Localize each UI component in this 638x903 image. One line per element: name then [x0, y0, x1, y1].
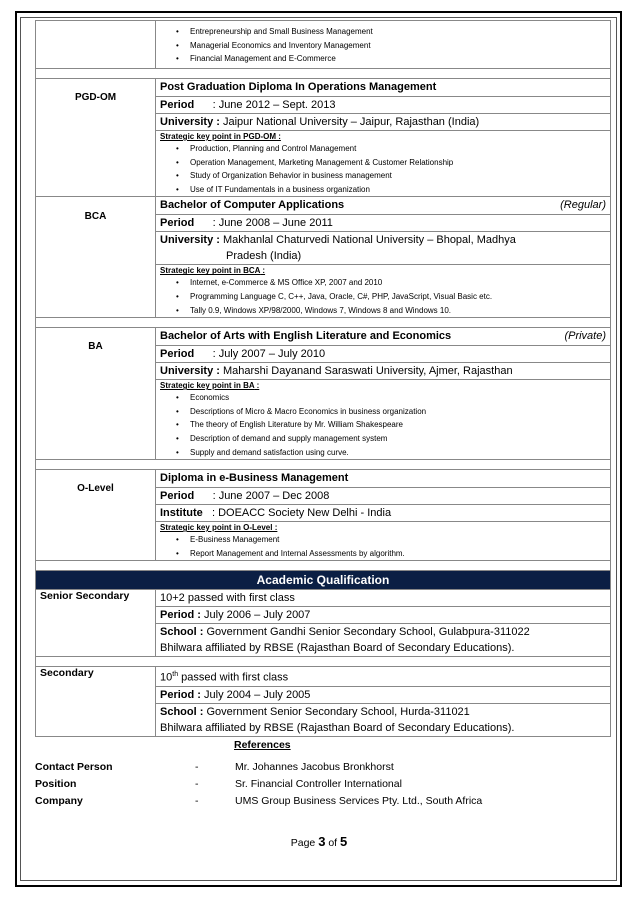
bca-period: Period : June 2008 – June 2011 — [156, 215, 611, 232]
olevel-period: Period : June 2007 – Dec 2008 — [156, 488, 611, 505]
pgdom-university: University : Jaipur National University – Jaipur, Rajasthan (India) — [156, 114, 611, 131]
list-item: • Use of IT Fundamentals in a business organization — [190, 183, 606, 197]
ss-line1: 10+2 passed with first class — [156, 590, 611, 607]
list-item: • Tally 0.9, Windows XP/98/2000, Windows 7, Windows 8 and Windows 10. — [190, 304, 606, 318]
olevel-institute: Institute : DOEACC Society New Delhi - India — [156, 505, 611, 522]
reference-row: Position - Sr. Financial Controller International — [35, 777, 402, 790]
pgdom-title: Post Graduation Diploma In Operations Management — [156, 79, 611, 97]
list-item: • Internet, e-Commerce & MS Office XP, 2007 and 2010 — [190, 276, 606, 290]
academic-banner: Academic Qualification — [36, 571, 611, 590]
olevel-title: Diploma in e-Business Management — [156, 470, 611, 488]
sec-line1: 10th passed with first class — [156, 667, 611, 687]
sec-school: School : Government Senior Secondary School, Hurda-311021 Bhilwara affiliated by RBSE (Rajasthan Board of Secondary Educations). — [156, 703, 611, 736]
page-number: Page 3 of 5 — [290, 834, 348, 849]
list-item: • Report Management and Internal Assessments by algorithm. — [190, 547, 606, 561]
secondary-label: Secondary — [36, 667, 156, 737]
ba-label: BA — [36, 328, 156, 460]
list-item: • Financial Management and E-Commerce — [190, 52, 606, 66]
olevel-label: O-Level — [36, 470, 156, 561]
references-section — [35, 737, 611, 810]
olevel-keypoints: Strategic key point in O-Level : • E-Business Management • Report Management and Internal Assessments by algorithm. — [156, 522, 611, 561]
reference-row: Contact Person - Mr. Johannes Jacobus Bronkhorst — [35, 760, 394, 773]
sec-period: Period : July 2004 – July 2005 — [156, 686, 611, 703]
list-item: • Description of demand and supply management system — [190, 432, 606, 446]
references-title: References — [234, 738, 291, 751]
list-item: • Supply and demand satisfaction using curve. — [190, 446, 606, 460]
ss-period: Period : July 2006 – July 2007 — [156, 607, 611, 624]
top-bullets-cell — [156, 21, 611, 69]
ss-school: School : Government Gandhi Senior Secondary School, Gulabpura-311022 Bhilwara affiliated by RBSE (Rajasthan Board of Secondary Educations). — [156, 624, 611, 657]
bca-keypoints: Strategic key point in BCA : • Internet, e-Commerce & MS Office XP, 2007 and 2010 • Programming Language C, C++, Java, Oracle, C#, PHP, JavaScript, Visual Basic etc. • Tally 0.9, Windows XP/98/2000, Windows 7, Windows 8 and Windows 10. — [156, 265, 611, 318]
pgdom-label: PGD-OM — [36, 79, 156, 197]
resume-content — [35, 20, 611, 810]
list-item: • Entrepreneurship and Small Business Management — [190, 25, 606, 39]
reference-row: Company - UMS Group Business Services Pty. Ltd., South Africa — [35, 794, 483, 807]
education-table — [35, 20, 611, 737]
list-item: • Production, Planning and Control Management — [190, 142, 606, 156]
ba-period: Period : July 2007 – July 2010 — [156, 346, 611, 363]
ba-keypoints: Strategic key point in BA : • Economics • Descriptions of Micro & Macro Economics in business organization • The theory of English Literature by Mr. William Shakespeare • Description of demand and supply management system • Supply and demand satisfaction using curve. — [156, 380, 611, 460]
list-item: • The theory of English Literature by Mr. William Shakespeare — [190, 418, 606, 432]
list-item: • Operation Management, Marketing Management & Customer Relationship — [190, 156, 606, 170]
list-item: • Managerial Economics and Inventory Management — [190, 39, 606, 53]
ba-title: Bachelor of Arts with English Literature and Economics (Private) — [156, 328, 611, 346]
list-item: • Descriptions of Micro & Macro Economics in business organization — [190, 405, 606, 419]
pgdom-period: Period : June 2012 – Sept. 2013 — [156, 97, 611, 114]
ba-university: University : Maharshi Dayanand Saraswati University, Ajmer, Rajasthan — [156, 363, 611, 380]
senior-secondary-label: Senior Secondary — [36, 590, 156, 657]
list-item: • E-Business Management — [190, 533, 606, 547]
pgdom-keypoints: Strategic key point in PGD-OM : • Production, Planning and Control Management • Operation Management, Marketing Management & Customer Relationship • Study of Organization Behavior in business management • Use of IT Fundamentals in a business organization — [156, 131, 611, 197]
list-item: • Programming Language C, C++, Java, Oracle, C#, PHP, JavaScript, Visual Basic etc. — [190, 290, 606, 304]
bca-university: University : Makhanlal Chaturvedi National University – Bhopal, Madhya Pradesh (India) — [156, 232, 611, 265]
list-item: • Study of Organization Behavior in business management — [190, 169, 606, 183]
bca-title: Bachelor of Computer Applications (Regular) — [156, 197, 611, 215]
bca-label: BCA — [36, 197, 156, 318]
list-item: • Economics — [190, 391, 606, 405]
